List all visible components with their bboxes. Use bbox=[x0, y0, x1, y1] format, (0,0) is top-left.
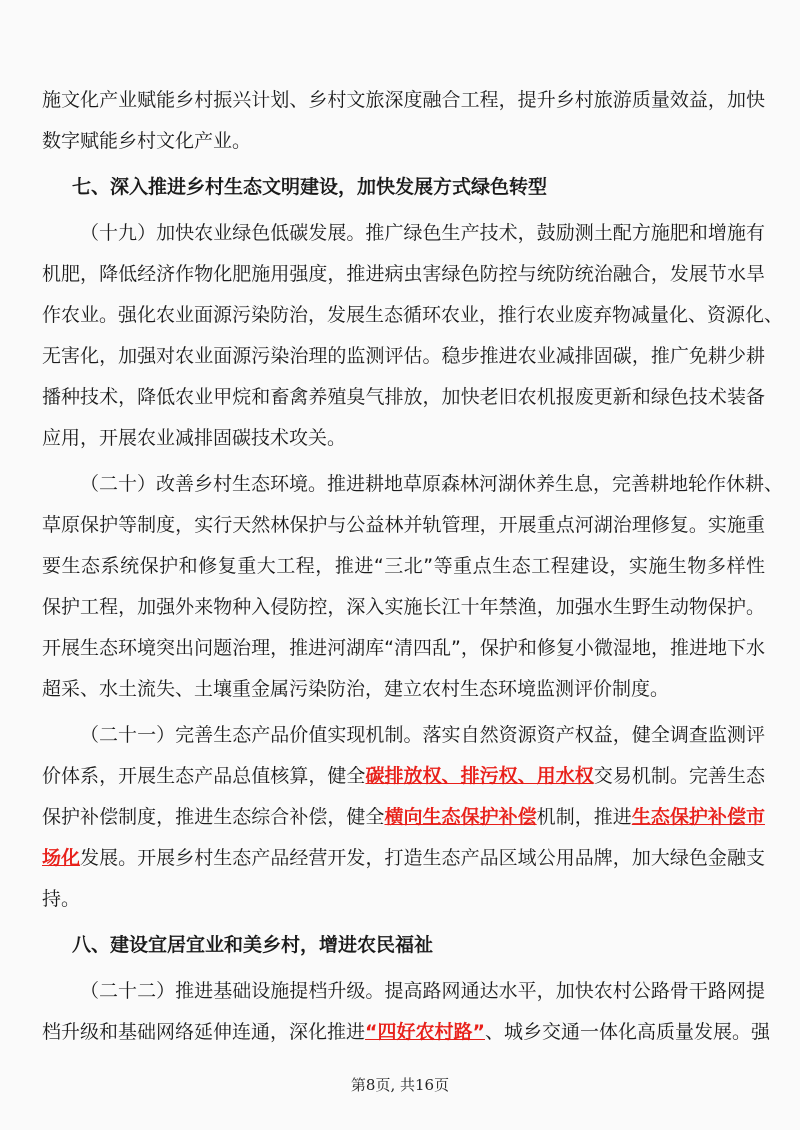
text-line bbox=[42, 80, 765, 121]
text-line bbox=[42, 336, 765, 377]
text-segment: 播种技术，降低农业甲烷和畜禽养殖臭气排放，加快老旧农机报废更新和绿色技术装备 bbox=[42, 386, 765, 408]
text-segment: 开展生态环境突出问题治理，推进河湖库“清四乱”，保护和修复小微湿地，推进地下水 bbox=[42, 637, 765, 659]
text-line bbox=[42, 925, 765, 966]
text-segment: 要生态系统保护和修复重大工程，推进“三北”等重点生态工程建设，实施生物多样性 bbox=[42, 555, 765, 577]
section-heading bbox=[42, 167, 765, 208]
text-segment: 八、建设宜居宜业和美乡村，增进农民福祉 bbox=[72, 934, 434, 956]
paragraph bbox=[42, 80, 765, 162]
text-segment: 保护补偿制度，推进生态综合补偿，健全 bbox=[42, 806, 385, 828]
text-segment: （二十）改善乡村生态环境。推进耕地草原森林河湖休养生息，完善耕地轮作休耕、 bbox=[80, 473, 784, 495]
highlighted-text: 生态保护补偿市 bbox=[631, 806, 765, 828]
text-segment: 机肥，降低经济作物化肥施用强度，推进病虫害绿色防控与统防统治融合，发展节水旱 bbox=[42, 263, 765, 285]
text-line bbox=[42, 756, 765, 797]
highlighted-text: 场化 bbox=[42, 847, 81, 869]
text-line bbox=[42, 418, 765, 459]
text-segment: 作农业。强化农业面源污染防治，发展生态循环农业，推行农业废弃物减量化、资源化、 bbox=[42, 304, 784, 326]
text-segment: （十九）加快农业绿色低碳发展。推广绿色生产技术，鼓励测土配方施肥和增施有 bbox=[80, 222, 765, 244]
text-segment: 七、深入推进乡村生态文明建设，加快发展方式绿色转型 bbox=[72, 176, 548, 198]
paragraph bbox=[42, 715, 765, 920]
text-line bbox=[42, 546, 765, 587]
text-segment: 无害化，加强对农业面源污染治理的监测评估。稳步推进农业减排固碳，推广免耕少耕 bbox=[42, 345, 765, 367]
text-segment: 应用，开展农业减排固碳技术攻关。 bbox=[42, 427, 347, 449]
text-line bbox=[42, 464, 784, 505]
text-line bbox=[42, 797, 765, 838]
text-line bbox=[42, 1012, 771, 1053]
text-segment: 数字赋能乡村文化产业。 bbox=[42, 130, 252, 152]
text-line bbox=[42, 669, 765, 710]
text-line bbox=[42, 167, 765, 208]
text-line bbox=[42, 254, 765, 295]
text-segment: （二十二）推进基础设施提档升级。提高路网通达水平，加快农村公路骨干路网提 bbox=[80, 980, 765, 1002]
text-segment: 档升级和基础网络延伸连通，深化推进 bbox=[42, 1021, 366, 1043]
text-segment: 机制，推进 bbox=[536, 806, 632, 828]
text-line bbox=[42, 971, 765, 1012]
text-line bbox=[42, 505, 765, 546]
document-body bbox=[42, 80, 784, 1053]
text-segment: 发展。开展乡村生态产品经营开发，打造生态产品区域公用品牌，加大绿色金融支 bbox=[80, 847, 765, 869]
highlighted-text: 碳排放权、排污权、用水权 bbox=[365, 765, 594, 787]
text-line bbox=[42, 587, 765, 628]
paragraph bbox=[42, 464, 784, 710]
text-line bbox=[42, 377, 765, 418]
text-line bbox=[42, 213, 765, 254]
text-line bbox=[42, 295, 784, 336]
text-segment: 价体系，开展生态产品总值核算，健全 bbox=[42, 765, 366, 787]
text-segment: 草原保护等制度，实行天然林保护与公益林并轨管理，开展重点河湖治理修复。实施重 bbox=[42, 514, 765, 536]
text-line bbox=[42, 838, 765, 879]
text-segment: 施文化产业赋能乡村振兴计划、乡村文旅深度融合工程，提升乡村旅游质量效益，加快 bbox=[42, 89, 765, 111]
text-line bbox=[42, 121, 765, 162]
text-line bbox=[42, 715, 765, 756]
section-heading bbox=[42, 925, 765, 966]
text-segment: 超采、水土流失、土壤重金属污染防治，建立农村生态环境监测评价制度。 bbox=[42, 678, 670, 700]
text-segment: 、城乡交通一体化高质量发展。强 bbox=[485, 1021, 771, 1043]
highlighted-text: 横向生态保护补偿 bbox=[384, 806, 537, 828]
page-footer: 第8页, 共16页 bbox=[350, 1076, 450, 1094]
paragraph bbox=[42, 971, 771, 1053]
text-line bbox=[42, 628, 765, 669]
highlighted-text: “四好农村路” bbox=[365, 1021, 485, 1043]
text-line bbox=[42, 879, 765, 920]
text-segment: 交易机制。完善生态 bbox=[593, 765, 765, 787]
text-segment: （二十一）完善生态产品价值实现机制。落实自然资源资产权益，健全调查监测评 bbox=[80, 724, 765, 746]
text-segment: 持。 bbox=[42, 888, 81, 910]
paragraph bbox=[42, 213, 784, 459]
text-segment: 保护工程，加强外来物种入侵防控，深入实施长江十年禁渔，加强水生野生动物保护。 bbox=[42, 596, 765, 618]
